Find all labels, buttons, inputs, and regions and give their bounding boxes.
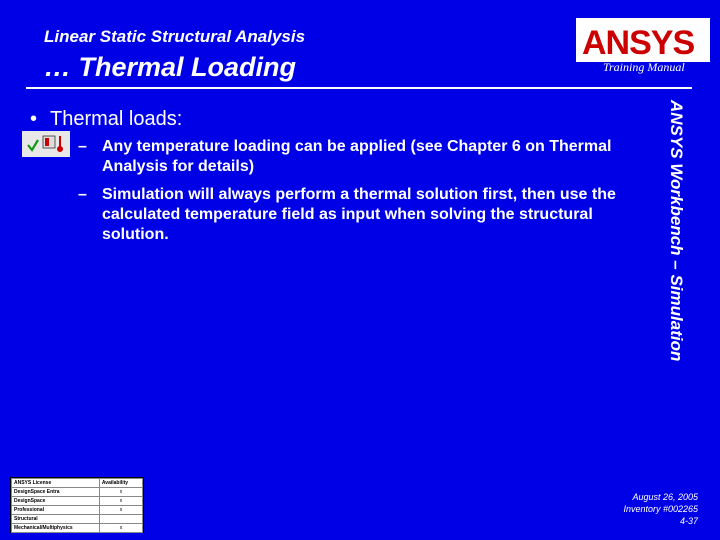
- license-header-row: [12, 479, 143, 488]
- availability-header-cell: Availability: [99, 479, 142, 488]
- main-bullet: [30, 108, 182, 131]
- footer-info: [558, 491, 698, 527]
- main-bullet-text: Thermal loads:: [50, 108, 183, 130]
- slide-title-line2: … Thermal Loading: [44, 52, 297, 82]
- table-row: [12, 488, 143, 497]
- availability-cell: x: [99, 497, 142, 506]
- availability-cell: x: [99, 524, 142, 533]
- sub-item-text: Simulation will always perform a thermal solution first, then use the calculated temperature field as input when solving the structural solution.: [102, 186, 616, 243]
- availability-cell: [99, 515, 142, 524]
- license-name-cell: Mechanical/Multiphysics: [12, 524, 100, 533]
- availability-cell: x: [99, 506, 142, 515]
- ansys-logo: [576, 18, 710, 62]
- table-row: [12, 515, 143, 524]
- sub-item-dash: –: [78, 138, 87, 155]
- license-name-cell: DesignSpace Entra: [12, 488, 100, 497]
- license-name-cell: DesignSpace: [12, 497, 100, 506]
- bullet-dot: •: [30, 108, 38, 130]
- license-name-cell: Professional: [12, 506, 100, 515]
- license-name-cell: Structural: [12, 515, 100, 524]
- sub-item-2: [78, 185, 638, 245]
- sub-item-1: [78, 137, 638, 177]
- footer-page-number: 4-37: [679, 516, 698, 526]
- sub-item-dash: –: [78, 186, 87, 203]
- training-manual-label: Training Manual: [603, 60, 685, 74]
- license-table: [10, 477, 144, 533]
- side-banner: [667, 100, 718, 425]
- sub-item-text: Any temperature loading can be applied (see Chapter 6 on Thermal Analysis for details): [102, 138, 612, 175]
- availability-cell: x: [99, 488, 142, 497]
- header-divider: [26, 87, 692, 89]
- table-row: [12, 497, 143, 506]
- side-banner-text: ANSYS Workbench – Simulation: [667, 100, 686, 362]
- logo-text: ANSYS: [582, 24, 695, 62]
- thermal-load-icon: [22, 131, 70, 157]
- footer-inventory: Inventory #002265: [623, 504, 698, 514]
- slide-title-line1: Linear Static Structural Analysis: [44, 27, 306, 46]
- table-row: [12, 524, 143, 533]
- table-row: [12, 506, 143, 515]
- footer-date: August 26, 2005: [632, 492, 698, 502]
- license-header-cell: ANSYS License: [12, 479, 100, 488]
